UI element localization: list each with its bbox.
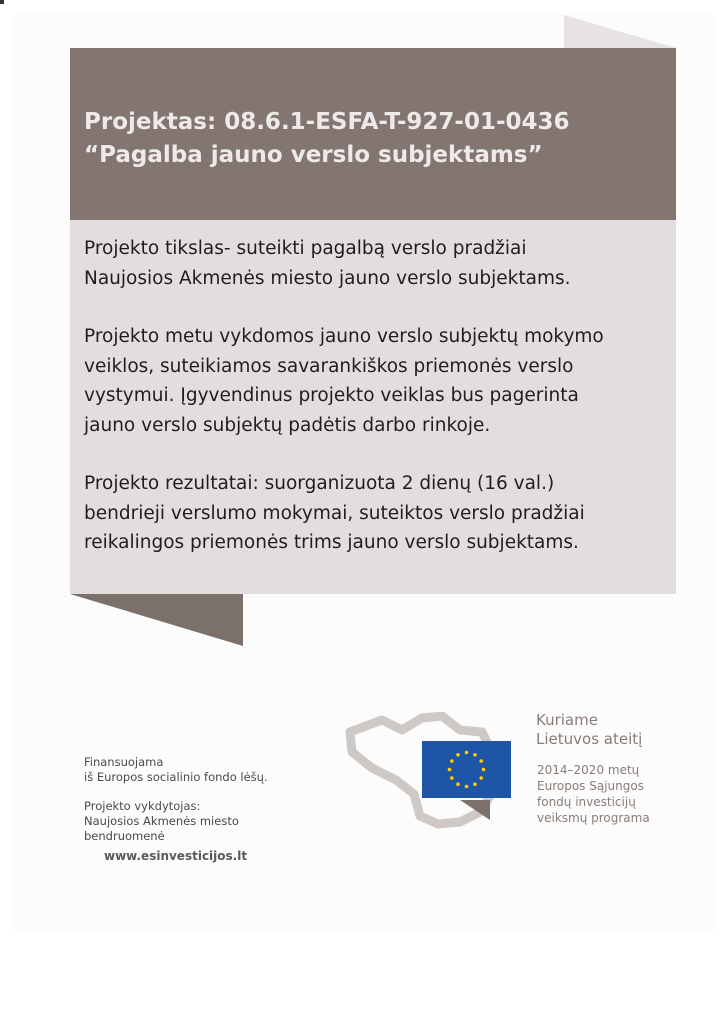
- implementer-text: Projekto vykdytojas: Naujosios Akmenės miesto bendruomenė: [84, 799, 239, 843]
- slogan-text: Kuriame Lietuvos ateitį: [536, 711, 643, 748]
- programme-text: 2014–2020 metų Europos Sąjungos fondų investicijų veiksmų programa: [537, 763, 650, 825]
- results-paragraph: Projekto rezultatai: suorganizuota 2 dienų (16 val.) bendrieji verslumo mokymai, suteiktos verslo pradžiai reikalingos priemonės trims jauno verslo subjektams.: [84, 473, 585, 553]
- eu-flag-icon: [422, 741, 511, 798]
- goal-paragraph: Projekto tikslas- suteikti pagalbą verslo pradžiai Naujosios Akmenės miesto jauno verslo subjektams.: [84, 238, 571, 289]
- funding-info: [84, 755, 268, 858]
- website-link[interactable]: www.esinvesticijos.lt: [104, 849, 248, 863]
- funding-text: Finansuojama iš Europos socialinio fondo lėšų.: [84, 755, 268, 784]
- project-name-title: “Pagalba jauno verslo subjektams”: [84, 142, 543, 168]
- project-number-title: Projektas: 08.6.1-ESFA-T-927-01-0436: [84, 109, 570, 135]
- activities-paragraph: Projekto metu vykdomos jauno verslo subjektų mokymo veiklos, suteikiamos savarankiškos priemonės verslo vystymui. Įgyvendinus projekto veiklas bus pagerinta jauno verslo subjektų padėtis darbo rinkoje.: [84, 326, 604, 436]
